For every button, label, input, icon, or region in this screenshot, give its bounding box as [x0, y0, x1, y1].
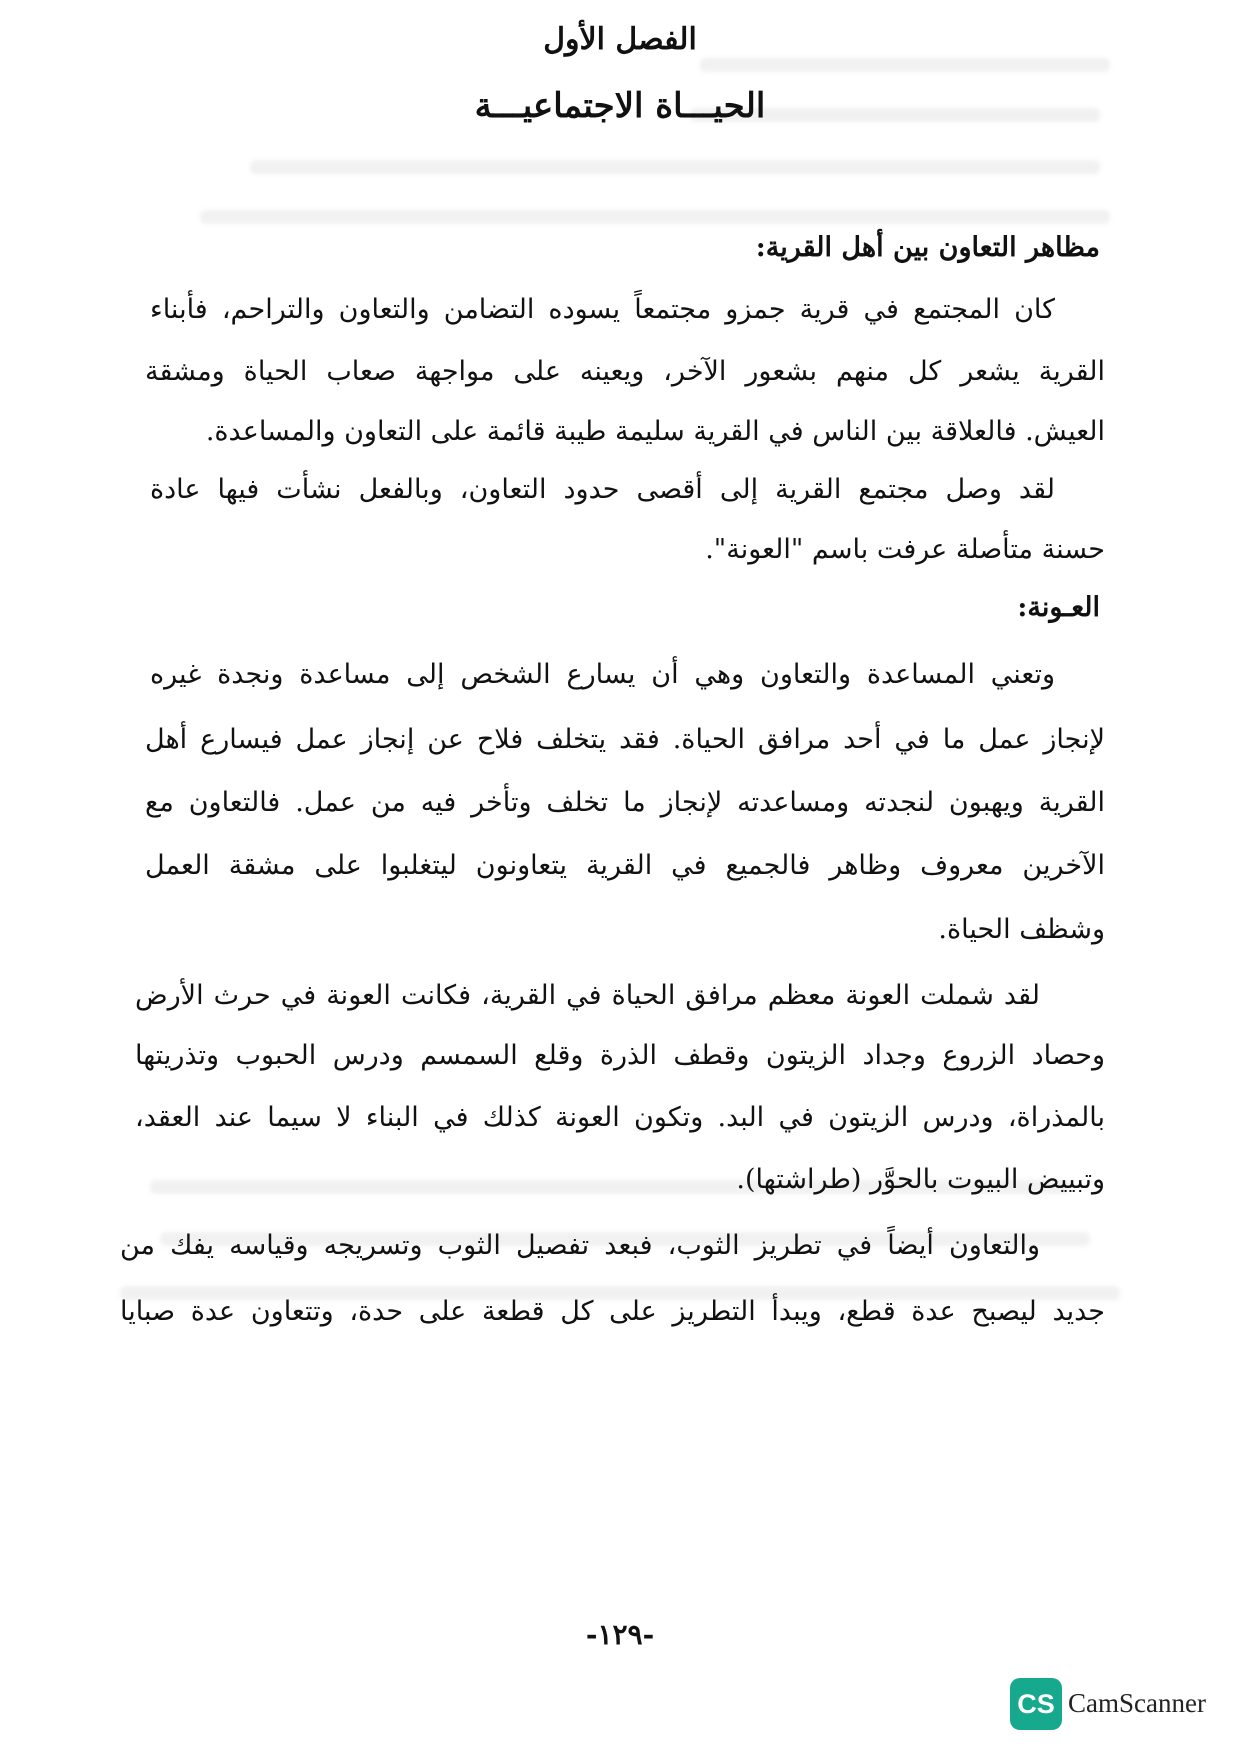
text-line: الآخرين معروف وظاهر فالجميع في القرية يتعاونون ليتغلبوا على مشقة العمل	[145, 850, 1105, 881]
text-line: بالمذراة، ودرس الزيتون في البد. وتكون العونة كذلك في البناء لا سيما عند العقد،	[135, 1102, 1105, 1133]
chapter-title: الحيـــاة الاجتماعيـــة	[474, 86, 766, 126]
page-number: -١٢٩-	[585, 1618, 655, 1651]
text-line: وحصاد الزروع وجداد الزيتون وقطف الذرة وقلع السمسم ودرس الحبوب وتذريتها	[135, 1040, 1105, 1071]
section-heading-cooperation: مظاهر التعاون بين أهل القرية:	[755, 232, 1100, 263]
camscanner-watermark: CamScanner	[1068, 1688, 1206, 1718]
camscanner-logo-icon: CS	[1010, 1678, 1062, 1730]
text-line: القرية يشعر كل منهم بشعور الآخر، ويعينه على مواجهة صعاب الحياة ومشقة	[145, 356, 1105, 387]
text-line: لقد شملت العونة معظم مرافق الحياة في القرية، فكانت العونة في حرث الأرض	[135, 980, 1040, 1011]
chapter-label: الفصل الأول	[543, 22, 697, 57]
text-line: القرية ويهبون لنجدته ومساعدته لإنجاز ما تخلف وتأخر فيه من عمل. فالتعاون مع	[145, 787, 1105, 818]
text-line: كان المجتمع في قرية جمزو مجتمعاً يسوده التضامن والتعاون والتراحم، فأبناء	[150, 294, 1055, 325]
text-line: العيش. فالعلاقة بين الناس في القرية سليمة طيبة قائمة على التعاون والمساعدة.	[205, 416, 1105, 447]
text-line: لقد وصل مجتمع القرية إلى أقصى حدود التعاون، وبالفعل نشأت فيها عادة	[150, 474, 1055, 505]
text-line: جديد ليصبح عدة قطع، ويبدأ التطريز على كل قطعة على حدة، وتتعاون عدة صبايا	[120, 1296, 1105, 1327]
section-heading-awna: العـونة:	[1017, 592, 1100, 623]
text-line: والتعاون أيضاً في تطريز الثوب، فبعد تفصيل الثوب وتسريجه وقياسه يفك من	[120, 1230, 1040, 1261]
text-line: لإنجاز عمل ما في أحد مرافق الحياة. فقد يتخلف فلاح عن إنجاز عمل فيسارع أهل	[145, 724, 1105, 755]
text-line: حسنة متأصلة عرفت باسم "العونة".	[705, 534, 1105, 565]
text-line: وتبييض البيوت بالحوَّر (طراشتها).	[736, 1164, 1105, 1195]
text-line: وشظف الحياة.	[938, 914, 1105, 945]
text-line: وتعني المساعدة والتعاون وهي أن يسارع الشخص إلى مساعدة ونجدة غيره	[150, 659, 1055, 690]
